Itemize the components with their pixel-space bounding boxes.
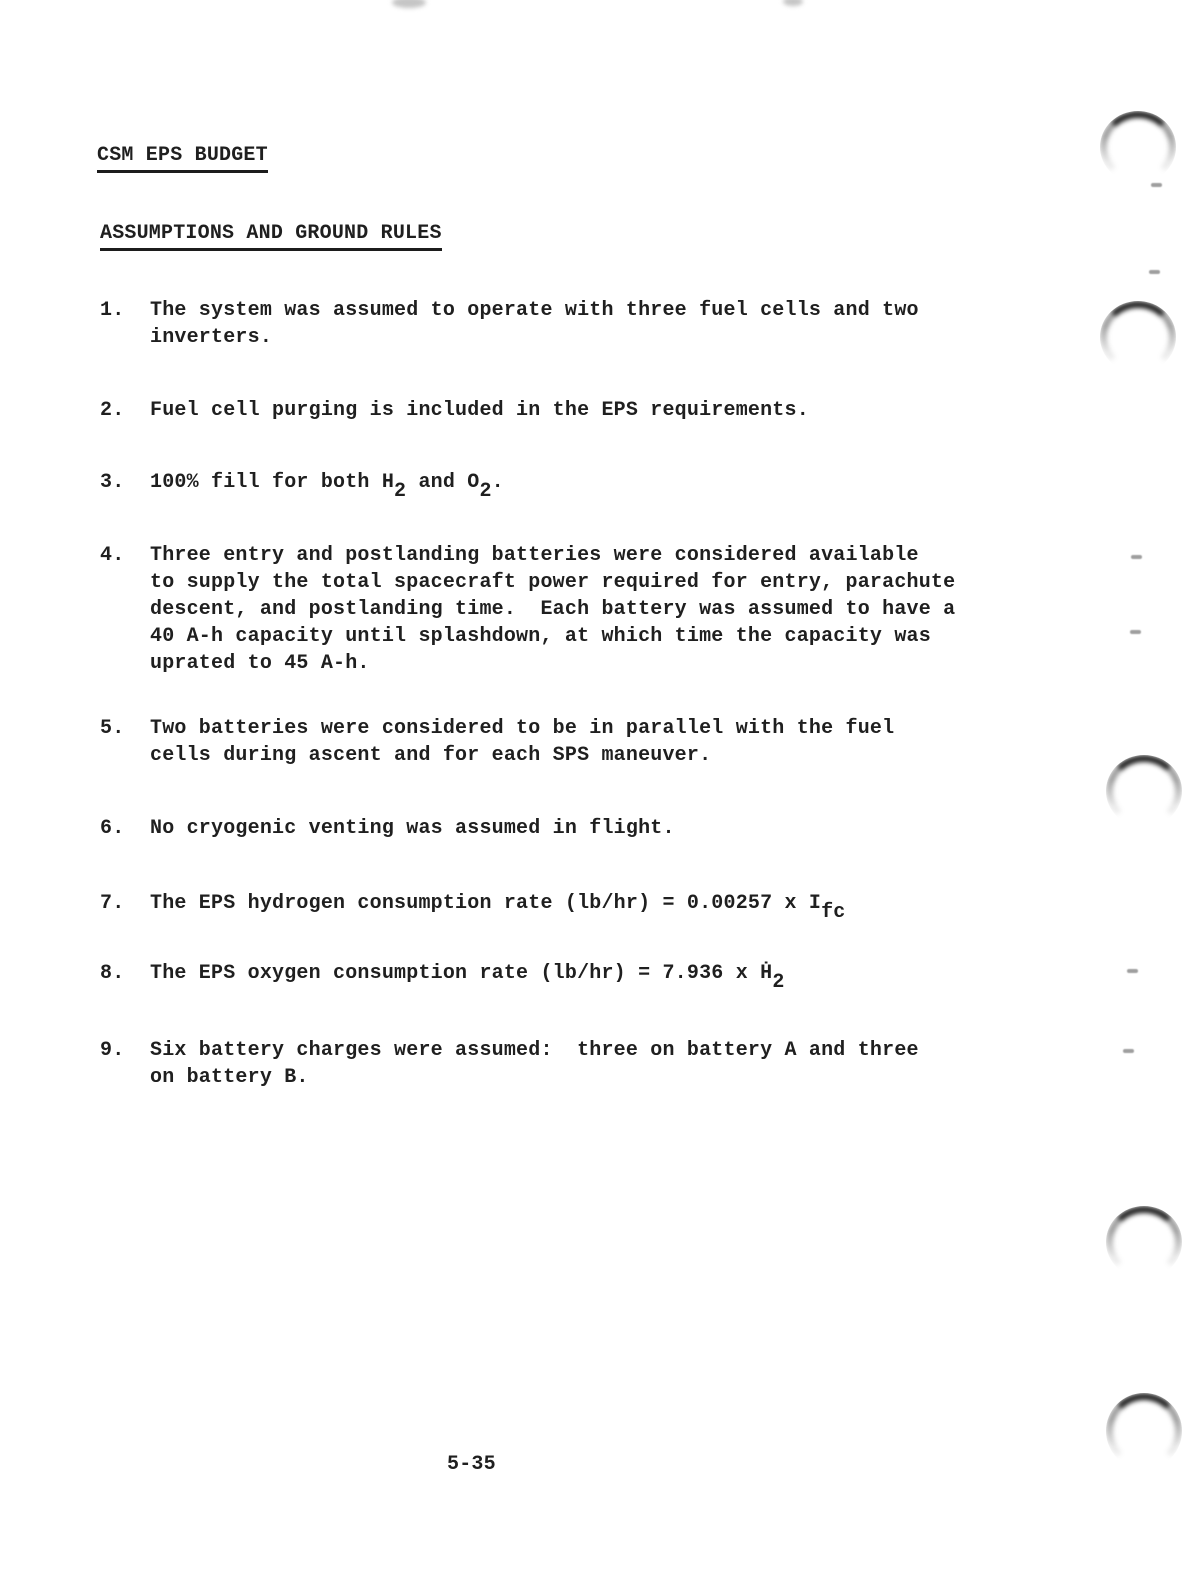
margin-pencil-mark: [1131, 555, 1142, 559]
text-segment: 2: [772, 971, 785, 994]
text-segment: descent, and postlanding time. Each battery was assumed to have a: [150, 598, 956, 621]
text-line: [150, 1037, 919, 1064]
margin-pencil-mark: [1151, 183, 1162, 187]
margin-pencil-mark: [1123, 1049, 1134, 1053]
item-number: 3.: [100, 471, 125, 494]
text-line: [150, 890, 846, 924]
text-segment: uprated to 45 A-h.: [150, 652, 370, 675]
binder-hole-shadow: [1106, 1206, 1182, 1278]
text-line: [150, 1064, 919, 1091]
item-number: 2.: [100, 399, 125, 422]
item-content: [150, 960, 785, 994]
text-line: [150, 297, 919, 324]
binder-hole-shadow: [1106, 1393, 1182, 1469]
text-segment: Two batteries were considered to be in parallel with the fuel: [150, 717, 895, 740]
list-item: [100, 815, 675, 842]
text-line: [150, 742, 894, 769]
text-segment: The system was assumed to operate with three fuel cells and two: [150, 299, 919, 322]
text-segment: Six battery charges were assumed: three on battery A and three: [150, 1039, 919, 1062]
item-content: [150, 890, 846, 924]
text-line: [150, 596, 955, 623]
binder-hole-shadow: [1100, 301, 1176, 373]
text-segment: and O: [406, 471, 480, 494]
page-number: 5-35: [447, 1453, 496, 1476]
text-segment: cells during ascent and for each SPS maneuver.: [150, 744, 712, 767]
item-content: [150, 1037, 919, 1091]
text-line: [150, 569, 955, 596]
margin-pencil-mark: [1127, 969, 1138, 973]
text-segment: 2: [394, 480, 407, 503]
text-segment: 40 A-h capacity until splashdown, at which time the capacity was: [150, 625, 931, 648]
text-segment: Fuel cell purging is included in the EPS requirements.: [150, 399, 809, 422]
text-segment: The EPS hydrogen consumption rate (lb/hr) = 0.00257 x I: [150, 892, 822, 915]
text-line: [150, 324, 919, 351]
text-segment: 100% fill for both H: [150, 471, 395, 494]
item-content: [150, 715, 894, 769]
binder-hole-shadow: [1106, 755, 1182, 827]
section-heading: ASSUMPTIONS AND GROUND RULES: [100, 220, 442, 251]
text-segment: Three entry and postlanding batteries were considered available: [150, 544, 919, 567]
text-segment: inverters.: [150, 326, 273, 349]
list-item: [100, 397, 809, 424]
binder-hole-shadow: [1100, 111, 1176, 183]
text-segment: .: [491, 471, 504, 494]
text-line: [150, 397, 809, 424]
text-line: [150, 623, 955, 650]
item-number: 6.: [100, 817, 125, 840]
item-content: [150, 297, 919, 351]
item-number: 5.: [100, 717, 125, 740]
list-item: [100, 542, 955, 677]
item-content: [150, 542, 955, 677]
margin-pencil-mark: [1149, 270, 1160, 274]
list-item: [100, 1037, 919, 1091]
item-number: 4.: [100, 544, 125, 567]
text-segment: The EPS oxygen consumption rate (lb/hr) = 7.936 x Ḣ: [150, 962, 773, 985]
list-item: [100, 297, 919, 351]
list-item: [100, 715, 894, 769]
text-line: [150, 960, 785, 994]
list-item: [100, 469, 504, 503]
item-number: 7.: [100, 892, 125, 915]
item-content: [150, 469, 504, 503]
item-number: 8.: [100, 962, 125, 985]
text-segment: No cryogenic venting was assumed in flight.: [150, 817, 675, 840]
text-line: [150, 469, 504, 503]
item-number: 9.: [100, 1039, 125, 1062]
text-line: [150, 815, 675, 842]
text-segment: to supply the total spacecraft power required for entry, parachute: [150, 571, 956, 594]
text-line: [150, 542, 955, 569]
item-number: 1.: [100, 299, 125, 322]
text-segment: fc: [821, 901, 846, 924]
text-line: [150, 650, 955, 677]
text-line: [150, 715, 894, 742]
text-segment: on battery B.: [150, 1066, 309, 1089]
item-content: [150, 815, 675, 842]
text-segment: 2: [479, 480, 492, 503]
item-content: [150, 397, 809, 424]
margin-pencil-mark: [1130, 630, 1141, 634]
list-item: [100, 890, 846, 924]
page-title: CSM EPS BUDGET: [97, 142, 268, 173]
list-item: [100, 960, 785, 994]
